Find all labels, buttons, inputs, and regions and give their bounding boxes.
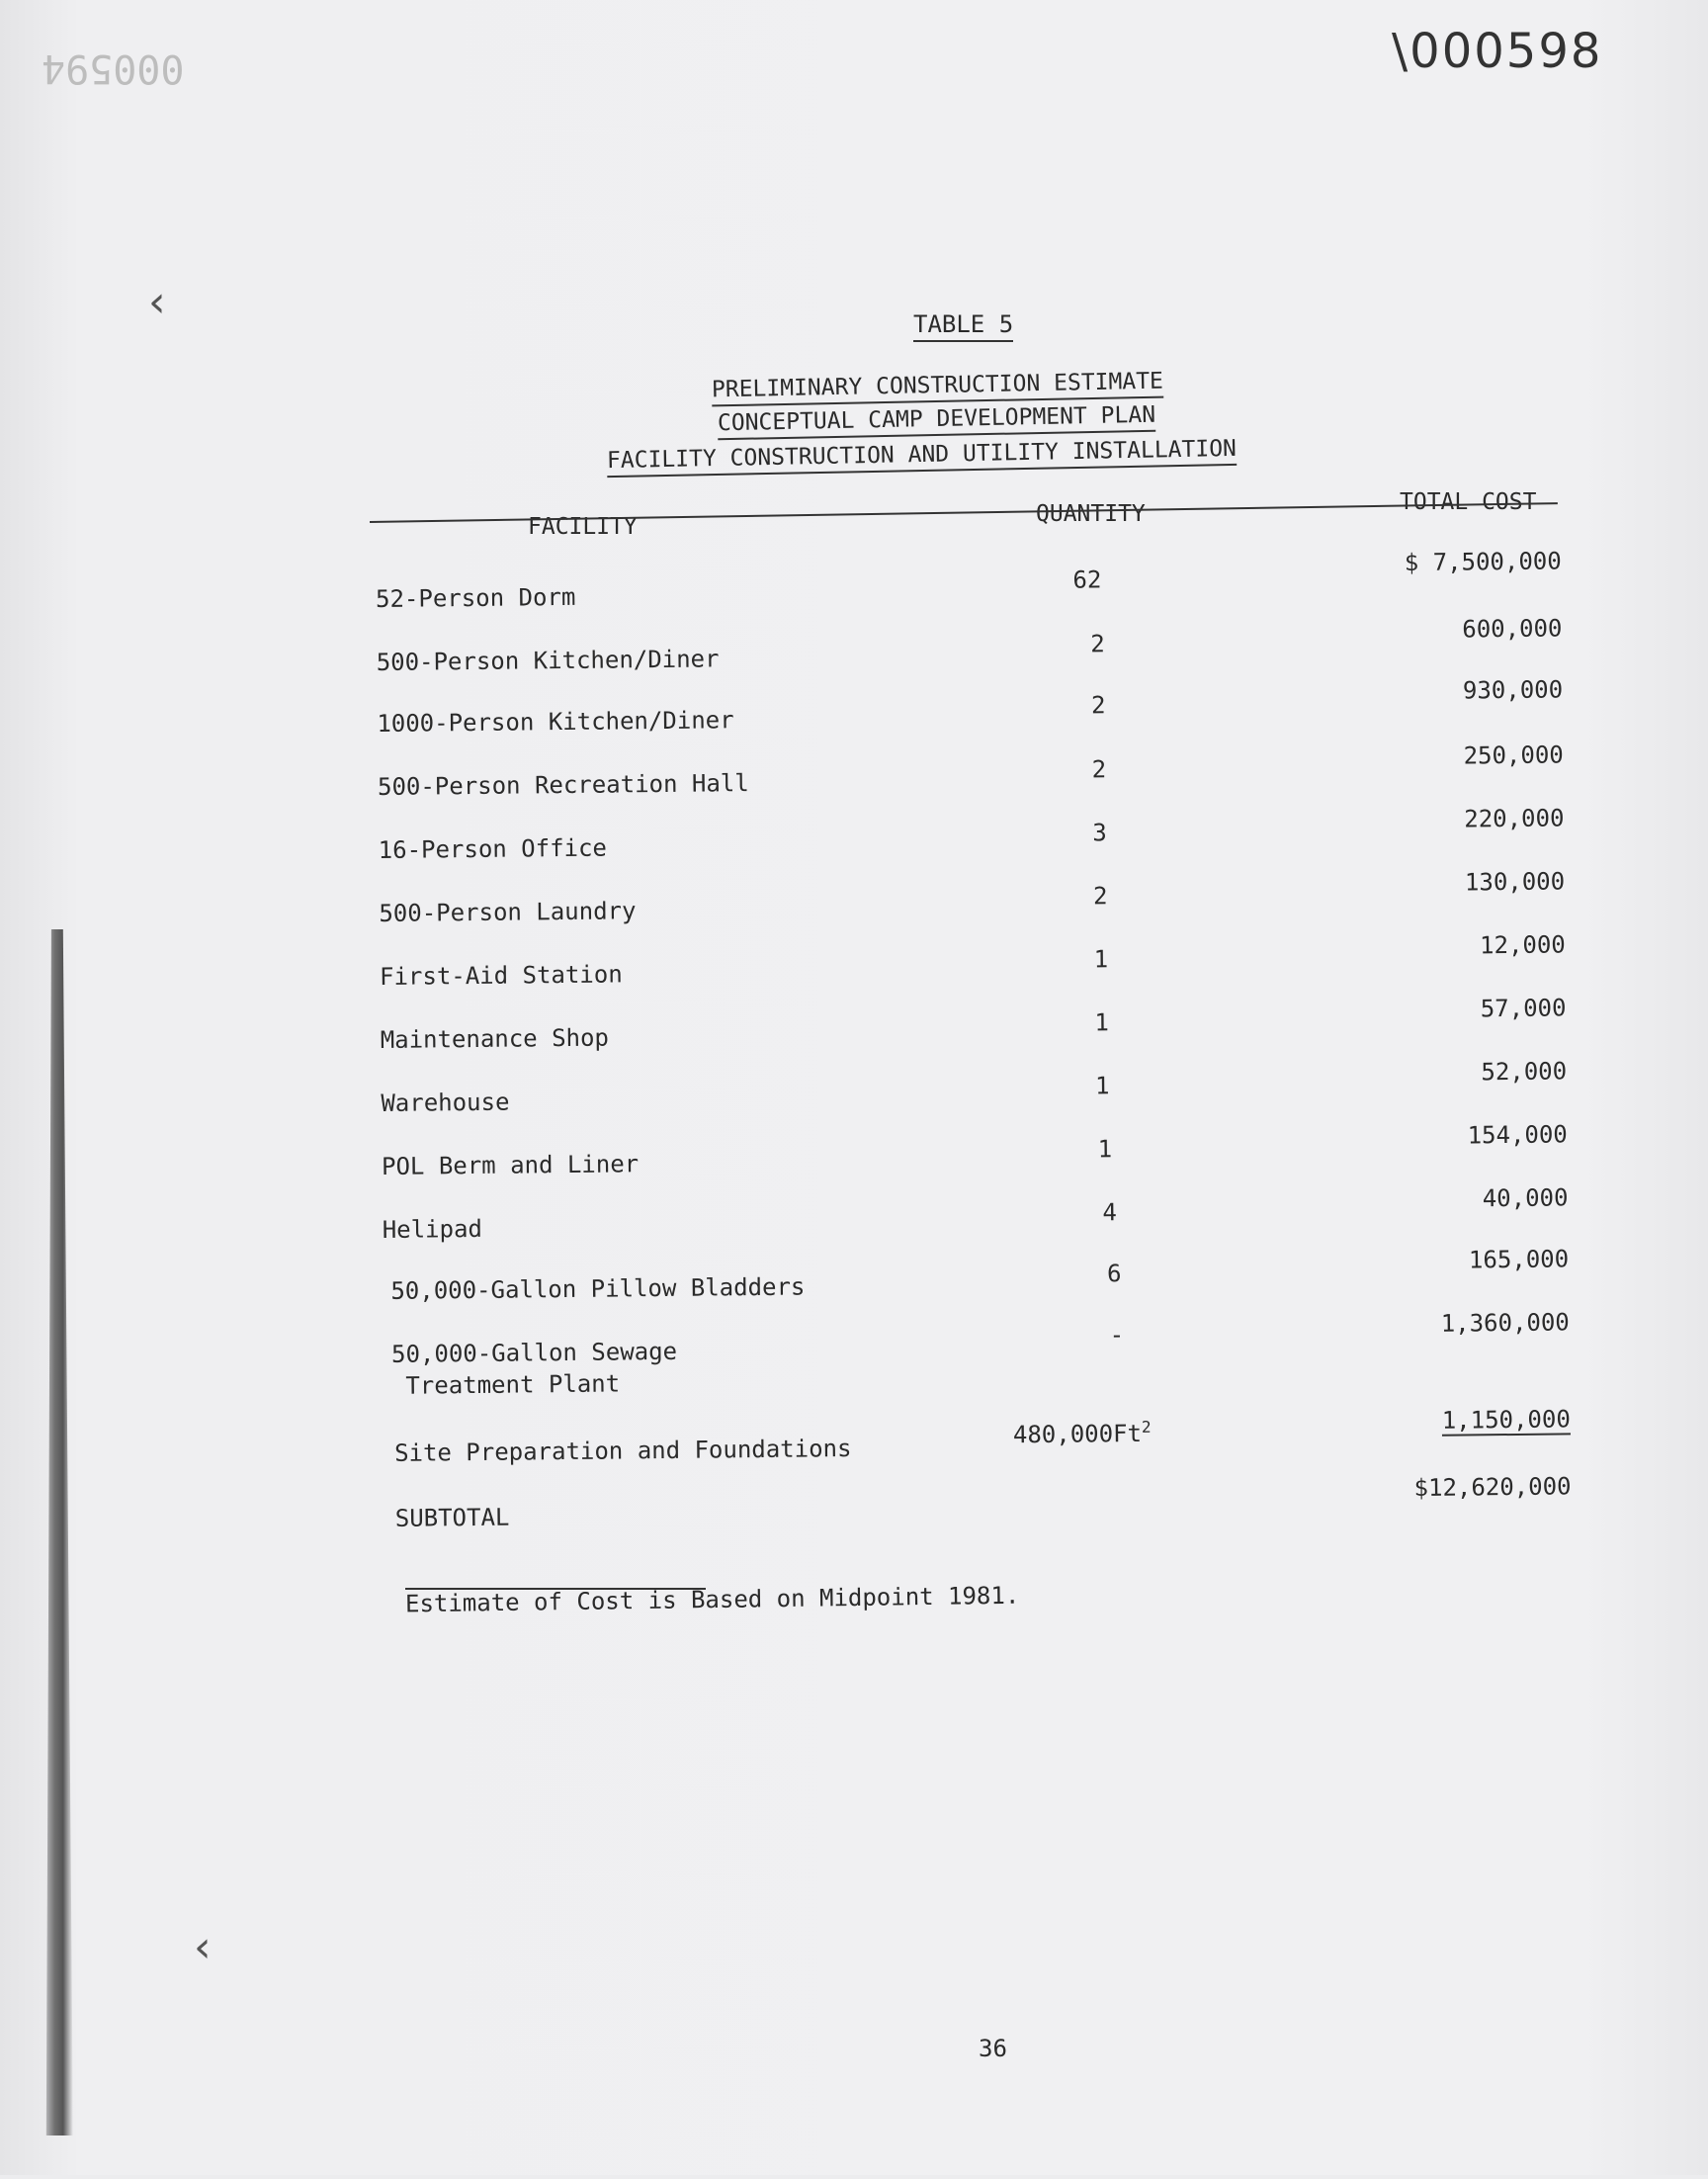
- table-row-quantity: 1: [1094, 1072, 1110, 1100]
- table-row-facility: 50,000-Gallon Sewage: [390, 1337, 678, 1368]
- table-row-quantity: 2: [1090, 630, 1105, 658]
- table-row-cost: 130,000: [1464, 867, 1566, 897]
- table-row-facility: Warehouse: [381, 1088, 510, 1117]
- table-row-cost: 40,000: [1482, 1183, 1569, 1213]
- table-row-facility: Site Preparation and Foundations: [393, 1435, 852, 1467]
- table-row-cost: 154,000: [1467, 1120, 1568, 1150]
- table-row-facility: Helipad: [382, 1214, 483, 1244]
- column-header-quantity: QUANTITY: [1036, 501, 1146, 527]
- table-row-quantity: 4: [1102, 1198, 1117, 1227]
- table-row-quantity: -: [1109, 1321, 1125, 1350]
- table-row-facility: 50,000-Gallon Pillow Bladders: [390, 1272, 806, 1305]
- table-heading-2: CONCEPTUAL CAMP DEVELOPMENT PLAN: [718, 402, 1156, 441]
- table-row-cost: 165,000: [1468, 1245, 1570, 1274]
- table-heading-3: FACILITY CONSTRUCTION AND UTILITY INSTALLATION: [607, 436, 1237, 478]
- column-header-facility: FACILITY: [528, 514, 638, 540]
- table-row-cost: 52,000: [1481, 1057, 1568, 1087]
- quantity-value: 480,000Ft: [1012, 1419, 1143, 1449]
- table-row-facility: Maintenance Shop: [380, 1023, 610, 1054]
- document-number-stamp: \000598: [1392, 24, 1603, 79]
- table-row-facility-line2: Treatment Plant: [405, 1369, 621, 1400]
- table-row-quantity: 2: [1090, 691, 1106, 720]
- table-label: TABLE 5: [913, 310, 1013, 342]
- page-number: 36: [979, 2035, 1007, 2062]
- table-row-quantity: 1: [1094, 1008, 1109, 1037]
- subtotal-label: SUBTOTAL: [394, 1503, 510, 1532]
- table-row-cost: 600,000: [1462, 614, 1563, 644]
- table-row-cost: 220,000: [1464, 804, 1565, 833]
- table-row-quantity: 1: [1093, 945, 1109, 974]
- table-row-cost: 930,000: [1462, 675, 1564, 705]
- table-row-facility: 500-Person Kitchen/Diner: [376, 645, 720, 676]
- column-header-total-cost: TOTAL COST: [1400, 489, 1537, 515]
- table-row-cost: [1314, 1403, 1571, 1438]
- footnote-text: Estimate of Cost is Based on Midpoint 1981.: [404, 1581, 1020, 1618]
- faded-document-number: 000594: [42, 45, 185, 91]
- bracket-mark: ‹: [194, 1922, 212, 1972]
- table-row-quantity: 1: [1097, 1135, 1113, 1164]
- quantity-superscript: 2: [1141, 1417, 1152, 1437]
- table-row-quantity: 2: [1092, 882, 1108, 911]
- table-row-quantity: 6: [1106, 1260, 1122, 1288]
- table-row-facility: 500-Person Laundry: [379, 897, 637, 927]
- table-row-cost: 12,000: [1479, 930, 1566, 960]
- subtotal-value: $12,620,000: [1413, 1472, 1572, 1503]
- table-row-facility: First-Aid Station: [379, 960, 623, 991]
- table-row-facility: 52-Person Dorm: [375, 582, 576, 613]
- bracket-mark: ‹: [148, 277, 166, 327]
- table-heading-1: PRELIMINARY CONSTRUCTION ESTIMATE: [712, 369, 1163, 407]
- table-row-cost: 250,000: [1463, 741, 1564, 770]
- table-row-facility: 16-Person Office: [378, 833, 608, 864]
- table-row-cost: 57,000: [1480, 994, 1567, 1023]
- table-row-quantity: [1013, 1418, 1152, 1450]
- table-row-facility: 1000-Person Kitchen/Diner: [377, 706, 734, 738]
- table-row-cost: 1,360,000: [1440, 1308, 1570, 1338]
- table-row-quantity: 3: [1092, 819, 1107, 847]
- table-row-facility: POL Berm and Liner: [381, 1150, 640, 1180]
- table-row-facility: 500-Person Recreation Hall: [377, 769, 749, 801]
- table-row-cost: $ 7,500,000: [1404, 547, 1562, 577]
- cost-underlined-value: 1,150,000: [1441, 1405, 1571, 1435]
- table-row-quantity: 62: [1072, 566, 1102, 594]
- table-row-quantity: 2: [1091, 755, 1107, 784]
